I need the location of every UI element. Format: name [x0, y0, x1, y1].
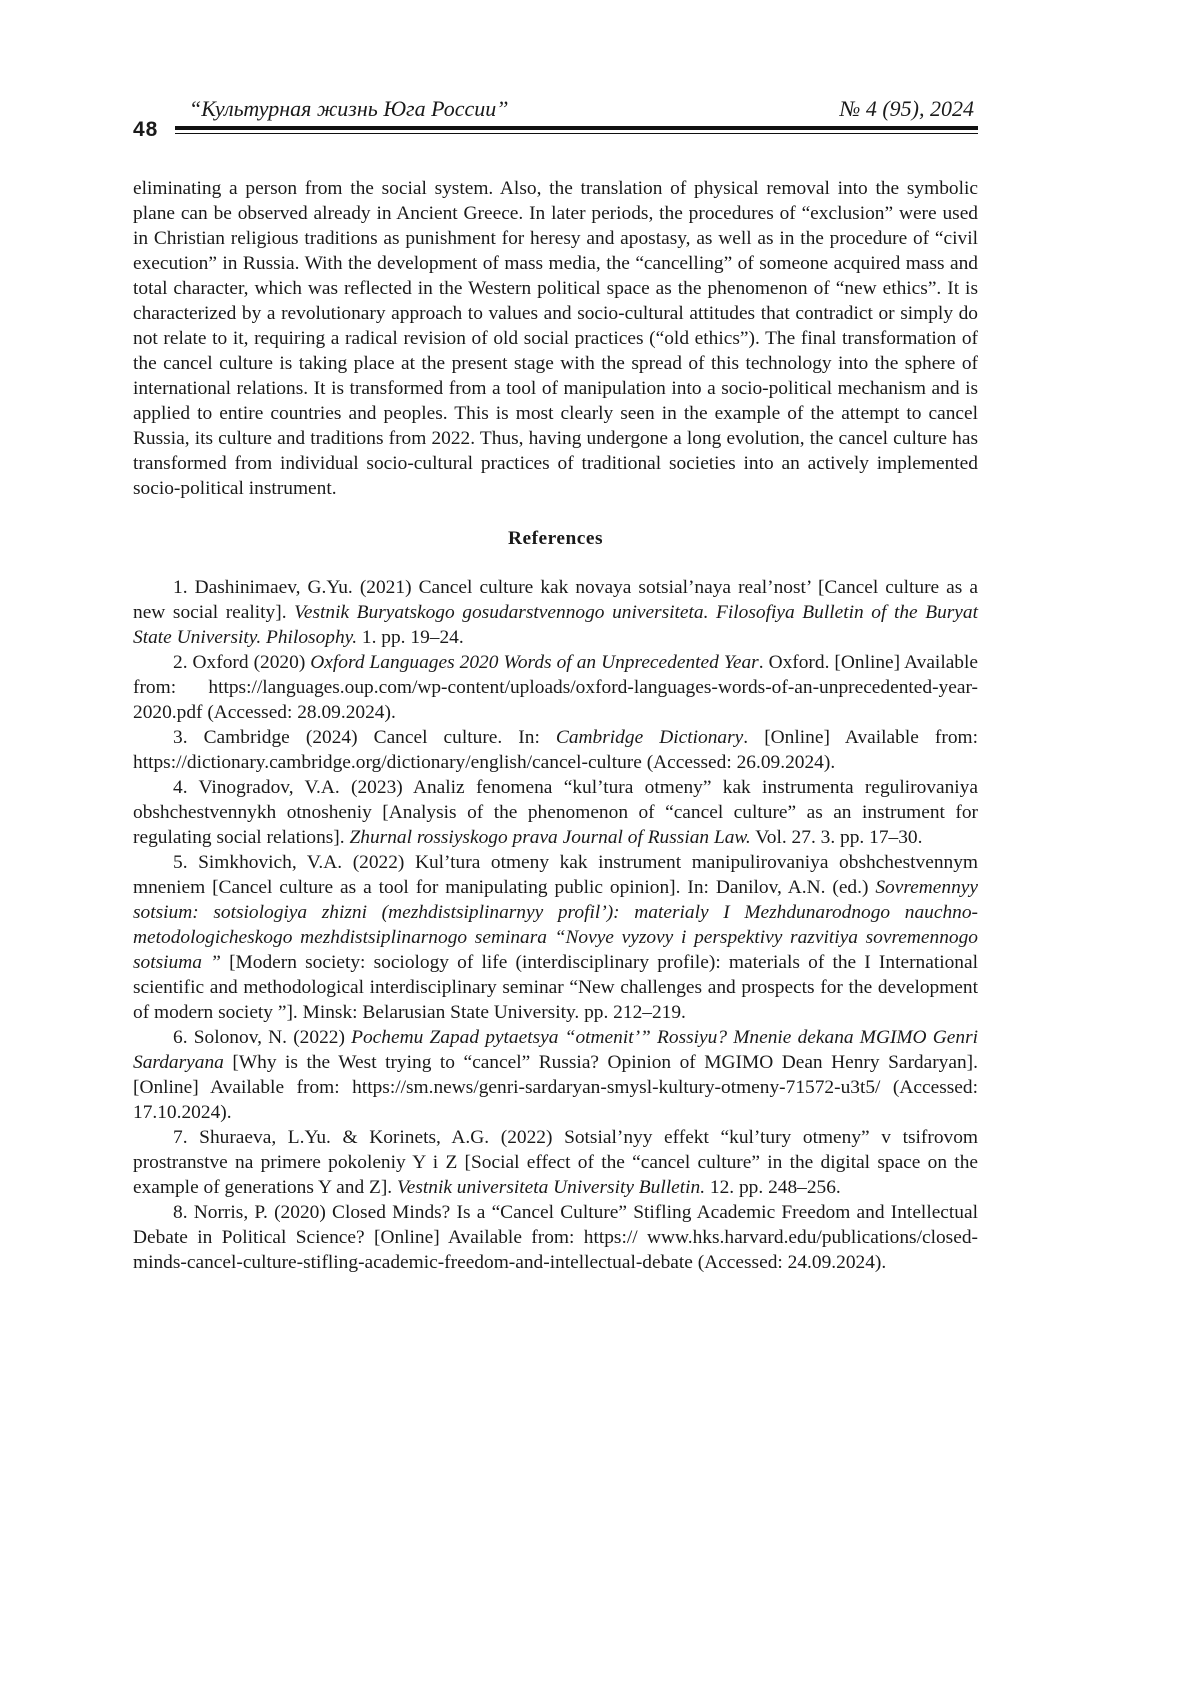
reference-item: [133, 1125, 978, 1200]
reference-item: [133, 1200, 978, 1275]
running-header: [133, 96, 978, 136]
reference-title-italic: Zhurnal rossiyskogo prava Journal of Russian Law.: [349, 827, 750, 848]
reference-text: 1. pp. 19–24.: [357, 627, 464, 648]
reference-title-italic: Vestnik Buryatskogo gosudarstvennogo universiteta. Filosofiya Bulletin of the Buryat State University. Philosophy.: [133, 602, 978, 648]
reference-item: [133, 1025, 978, 1125]
reference-text: 4. Vinogradov, V.A. (2023) Analiz fenomena “kul’tura otmeny” kak instrumenta regulirovaniya obshchestvennykh otnosheniy [Analysis of the phenomenon of “cancel culture” as an instrument for regulating social relations].: [133, 777, 978, 848]
reference-text: 6. Solonov, N. (2022): [173, 1027, 351, 1048]
reference-text: . [Online] Available from: https://dictionary.cambridge.org/dictionary/english/cancel-culture (Accessed: 26.09.2024).: [133, 727, 978, 773]
reference-list: [133, 575, 978, 1275]
reference-title-italic: Sovremennyy sotsium: sotsiologiya zhizni (mezhdistsiplinarnyy profil’): materialy I Mezhdunarodnogo nauchno-metodologicheskogo mezhdistsiplinarnogo seminara “Novye vyzovy i perspektivy razvitiya sovremennogo sotsiuma ”: [133, 877, 978, 973]
reference-text: 2. Oxford (2020): [173, 652, 310, 673]
reference-title-italic: Vestnik universiteta University Bulletin.: [397, 1177, 705, 1198]
reference-title-italic: Oxford Languages 2020 Words of an Unprecedented Year: [310, 652, 758, 673]
reference-item: [133, 725, 978, 775]
issue-number: № 4 (95), 2024: [840, 96, 974, 122]
reference-item: [133, 650, 978, 725]
page-number: 48: [133, 118, 158, 142]
reference-text: . Oxford. [Online] Available from: https://languages.oup.com/wp-content/uploads/oxford-languages-words-of-an-unprecedented-year-2020.pdf (Accessed: 28.09.2024).: [133, 652, 978, 723]
body-paragraph: eliminating a person from the social system. Also, the translation of physical removal into the symbolic plane can be observed already in Ancient Greece. In later periods, the procedures of “exclusion” were used in Christian religious traditions as punishment for heresy and apostasy, as well as in the procedure of “civil execution” in Russia. With the development of mass media, the “cancelling” of someone acquired mass and total character, which was reflected in the Western political space as the phenomenon of “new ethics”. It is characterized by a revolutionary approach to values and socio-cultural attitudes that contradict or simply do not relate to it, requiring a radical revision of old social practices (“old ethics”). The final transformation of the cancel culture is taking place at the present stage with the spread of this technology into the sphere of international relations. It is transformed from a tool of manipulation into a socio-political mechanism and is applied to entire countries and peoples. This is most clearly seen in the example of the attempt to cancel Russia, its culture and traditions from 2022. Thus, having undergone a long evolution, the cancel culture has transformed from individual socio-cultural practices of traditional societies into an actively implemented socio-political instrument.: [133, 176, 978, 501]
reference-text: 7. Shuraeva, L.Yu. & Korinets, A.G. (2022) Sotsial’nyy effekt “kul’tury otmeny” v tsifrovom prostranstve na primere pokoleniy Y i Z [Social effect of the “cancel culture” in the digital space on the example of generations Y and Z].: [133, 1127, 978, 1198]
reference-text: 5. Simkhovich, V.A. (2022) Kul’tura otmeny kak instrument manipulirovaniya obshchestvennym mneniem [Cancel culture as a tool for manipulating public opinion]. In: Danilov, A.N. (ed.): [133, 852, 978, 898]
page-body: [133, 176, 978, 1275]
references-heading: References: [133, 526, 978, 551]
journal-title: “Культурная жизнь Юга России”: [189, 96, 509, 122]
reference-text: [Modern society: sociology of life (interdisciplinary profile): materials of the I International scientific and methodological interdisciplinary seminar “New challenges and prospects for the development of modern society ”]. Minsk: Belarusian State University. pp. 212–219.: [133, 952, 978, 1023]
reference-item: [133, 575, 978, 650]
header-rule-thin: [175, 133, 978, 134]
reference-text: [Why is the West trying to “cancel” Russia? Opinion of MGIMO Dean Henry Sardaryan]. [Online] Available from: https://sm.news/genri-sardaryan-smysl-kultury-otmeny-71572-u3t5/ (Accessed: 17.10.2024).: [133, 1052, 978, 1123]
reference-title-italic: Pochemu Zapad pytaetsya “otmenit’” Rossiyu? Mnenie dekana MGIMO Genri Sardaryana: [133, 1027, 978, 1073]
reference-item: [133, 775, 978, 850]
reference-title-italic: Cambridge Dictionary: [556, 727, 743, 748]
header-rule-thick: [175, 126, 978, 130]
reference-text: 8. Norris, P. (2020) Closed Minds? Is a “Cancel Culture” Stifling Academic Freedom and Intellectual Debate in Political Science? [Online] Available from: https:// www.hks.harvard.edu/publications/closed-minds-cancel-culture-stifling-academic-freedom-and-intellectual-debate (Accessed: 24.09.2024).: [133, 1202, 978, 1273]
reference-text: 1. Dashinimaev, G.Yu. (2021) Cancel culture kak novaya sotsial’naya real’nost’ [Cancel culture as a new social reality].: [133, 577, 978, 623]
reference-text: Vol. 27. 3. pp. 17–30.: [751, 827, 923, 848]
reference-text: 12. pp. 248–256.: [705, 1177, 841, 1198]
reference-item: [133, 850, 978, 1025]
reference-text: 3. Cambridge (2024) Cancel culture. In:: [173, 727, 556, 748]
